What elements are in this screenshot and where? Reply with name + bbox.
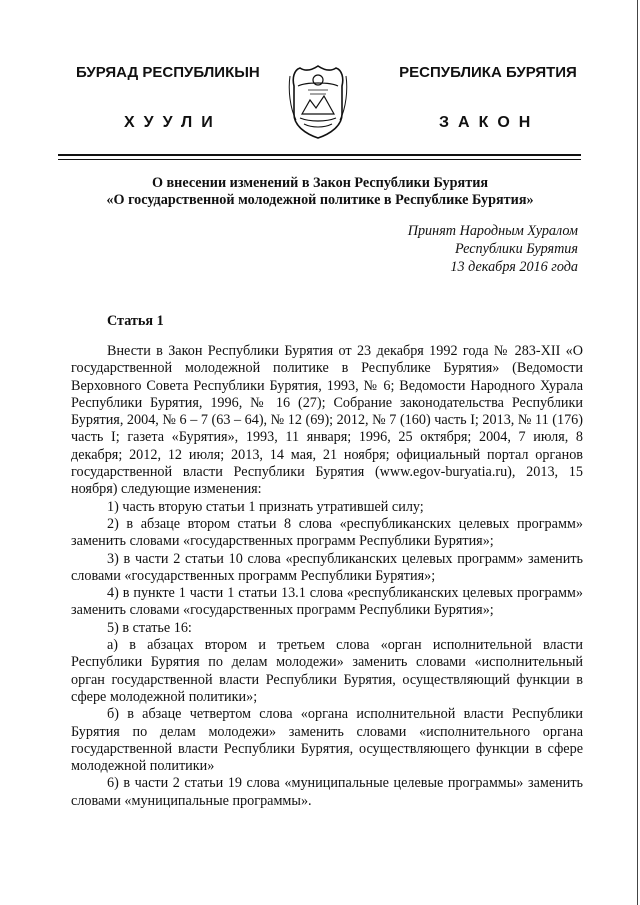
- article-item-5: 5) в статье 16:: [107, 619, 192, 636]
- header-left-subtitle: ХУУЛИ: [124, 114, 222, 131]
- article-item-3: 3) в части 2 статьи 10 слова «республиканских целевых программ» заменить словами «государственных программ Республики Бурятия»;: [71, 550, 583, 584]
- law-title-line2: «О государственной молодежной политике в Республике Бурятия»: [106, 192, 534, 208]
- article-item-5a: а) в абзацах втором и третьем слова «орган исполнительной власти Республики Бурятия по делам молодежи» заменить словами «исполнительный орган государственной власти Республики Бурятия, осуществляющий функции в сфере молодежной политики»;: [71, 637, 583, 705]
- header-divider-thin: [58, 159, 581, 160]
- article-item-1: 1) часть вторую статьи 1 признать утратившей силу;: [107, 498, 424, 515]
- law-title-line1: О внесении изменений в Закон Республики Бурятия: [151, 175, 489, 191]
- header-right-title: РЕСПУБЛИКА БУРЯТИЯ: [399, 64, 577, 81]
- article-item-6: 6) в части 2 статьи 19 слова «муниципальные целевые программы» заменить словами «муниципальные программы».: [71, 775, 583, 809]
- adoption-date: 13 декабря 2016 года: [450, 259, 578, 275]
- article-paragraph-intro: Внести в Закон Республики Бурятия от 23 декабря 1992 года № 283-XII «О государственной молодежной политике в Республике Бурятия» (Ведомости Верховного Совета Республики Бурятия, 1993, № 6; Ведомости Народного Хурала Республики Бурятия, 1996, № 16 (27); Собрание законодательства Республики Бурятия, 2004, № 6 – 7 (63 – 64), № 12 (69); 2012, № 7 (160) часть I; 2013, № 11 (176) часть I; газета «Бурятия», 1993, 11 января; 1996, 25 октября; 2004, 7 июля, 8 декабря; 2012, 12 июля; 2013, 14 мая, 21 ноября; официальный портал органов государственной власти Республики Бурятия (www.egov-buryatia.ru), 2013, 15 ноября) следующие изменения:: [71, 343, 583, 498]
- article-body: [71, 343, 583, 810]
- adoption-line1: Принят Народным Хуралом: [407, 223, 578, 239]
- article-item-4: 4) в пункте 1 части 1 статьи 13.1 слова «республиканских целевых программ» заменить словами «государственных программ Республики Бурятия»;: [71, 585, 583, 619]
- adoption-line2: Республики Бурятия: [454, 241, 578, 257]
- page-edge-line: [637, 0, 638, 905]
- header-left-title: БУРЯАД РЕСПУБЛИКЫН: [76, 64, 260, 81]
- coat-of-arms-emblem: [286, 56, 350, 140]
- adoption-note: [360, 222, 578, 276]
- article-item-5b: б) в абзаце четвертом слова «органа исполнительной власти Республики Бурятия по делам молодежи» заменить словами «исполнительного органа государственной власти Республики Бурятия, осуществляющего функции в сфере молодежной политики»: [71, 706, 583, 775]
- article-heading: Статья 1: [107, 313, 164, 329]
- header-divider-thick: [58, 154, 581, 156]
- article-item-2: 2) в абзаце втором статьи 8 слова «республиканских целевых программ» заменить словами «государственных программ Республики Бурятия»;: [71, 515, 583, 550]
- header-right-subtitle: ЗАКОН: [439, 114, 540, 131]
- law-title: [60, 175, 580, 209]
